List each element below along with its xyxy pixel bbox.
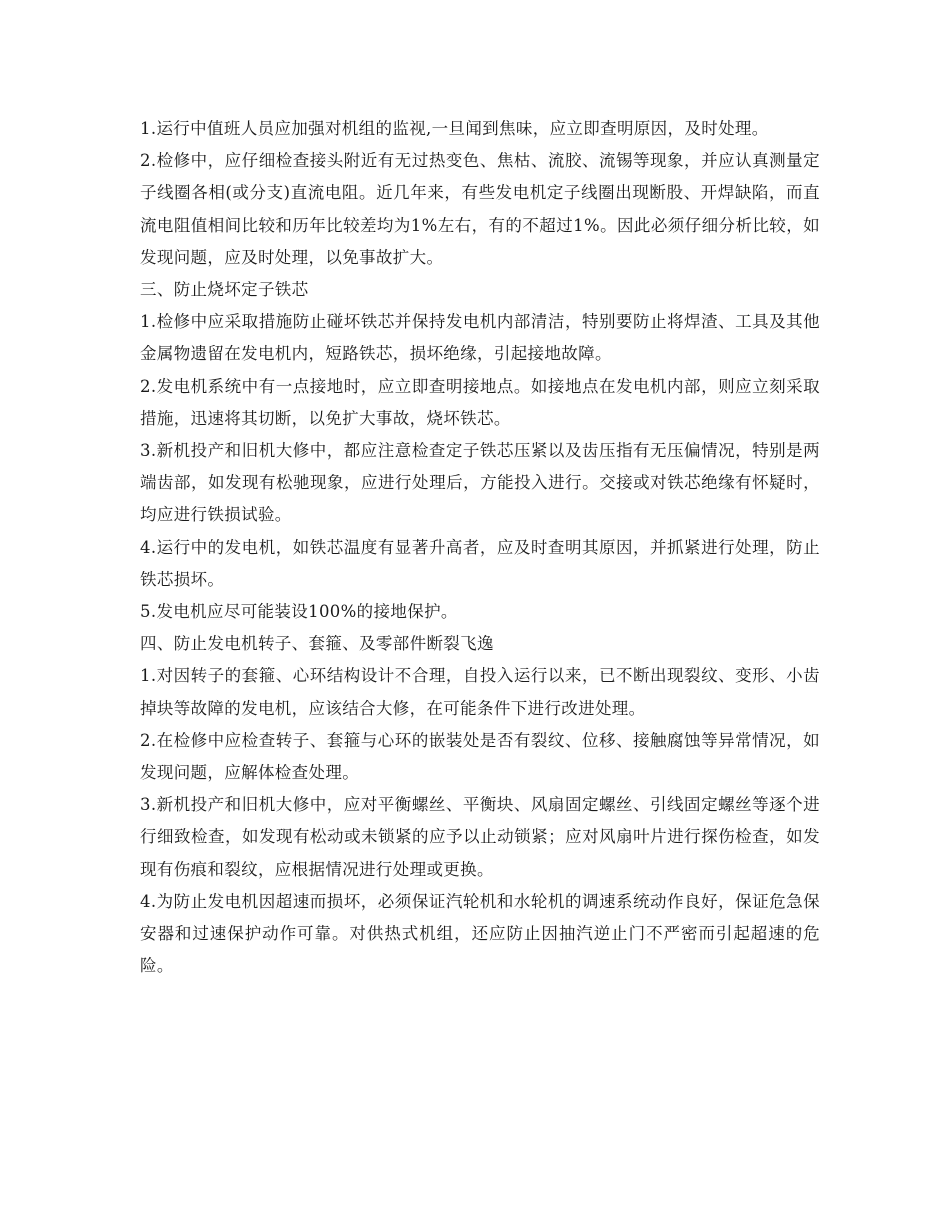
paragraph-4-2: 2.在检修中应检查转子、套箍与心环的嵌装处是否有裂纹、位移、接触腐蚀等异常情况，如发现问题，应解体检查处理。 [140, 730, 820, 783]
paragraph-3-4: 4.运行中的发电机，如铁芯温度有显著升高者，应及时查明其原因，并抓紧进行处理，防止铁芯损坏。 [140, 537, 820, 589]
paragraph-4-3: 3.新机投产和旧机大修中，应对平衡螺丝、平衡块、风扇固定螺丝、引线固定螺丝等逐个进行细致检查，如发现有松动或未锁紧的应予以止动锁紧；应对风扇叶片进行探伤检查，如发现有伤痕和裂纹，应根据情况进行处理或更换。 [140, 795, 820, 879]
paragraph-3-2: 2.发电机系统中有一点接地时，应立即查明接地点。如接地点在发电机内部，则应立刻采取措施，迅速将其切断，以免扩大事故，烧坏铁芯。 [140, 376, 820, 428]
paragraph-2: 2.检修中，应仔细检查接头附近有无过热变色、焦枯、流胶、流锡等现象，并应认真测量定子线圈各相(或分支)直流电阻。近几年来，有些发电机定子线圈出现断股、开焊缺陷，而直流电阻值相间比较和历年比较差均为1%左右，有的不超过1%。因此必须仔细分析比较，如发现问题，应及时处理，以免事故扩大。 [140, 151, 820, 267]
paragraph-4-1: 1.对因转子的套箍、心环结构设计不合理，自投入运行以来，已不断出现裂纹、变形、小齿掉块等故障的发电机，应该结合大修，在可能条件下进行改进处理。 [140, 666, 820, 718]
document-body [140, 113, 820, 982]
section-heading-4: 四、防止发电机转子、套箍、及零部件断裂飞逸 [140, 634, 494, 654]
paragraph-3-5: 5.发电机应尽可能装设100%的接地保护。 [140, 602, 458, 622]
paragraph-1: 1.运行中值班人员应加强对机组的监视,一旦闻到焦味，应立即查明原因，及时处理。 [140, 119, 769, 138]
paragraph-3-1: 1.检修中应采取措施防止碰坏铁芯并保持发电机内部清洁，特别要防止将焊渣、工具及其他金属物遗留在发电机内，短路铁芯，损坏绝缘，引起接地故障。 [140, 312, 820, 364]
paragraph-4-4: 4.为防止发电机因超速而损坏，必须保证汽轮机和水轮机的调速系统动作良好，保证危急保安器和过速保护动作可靠。对供热式机组，还应防止因抽汽逆止门不严密而引起超速的危险。 [140, 891, 820, 976]
section-heading-3: 三、防止烧坏定子铁芯 [140, 280, 309, 300]
paragraph-3-3: 3.新机投产和旧机大修中，都应注意检查定子铁芯压紧以及齿压指有无压偏情况，特别是两端齿部，如发现有松驰现象，应进行处理后，方能投入进行。交接或对铁芯绝缘有怀疑时，均应进行铁损试验。 [140, 441, 820, 525]
